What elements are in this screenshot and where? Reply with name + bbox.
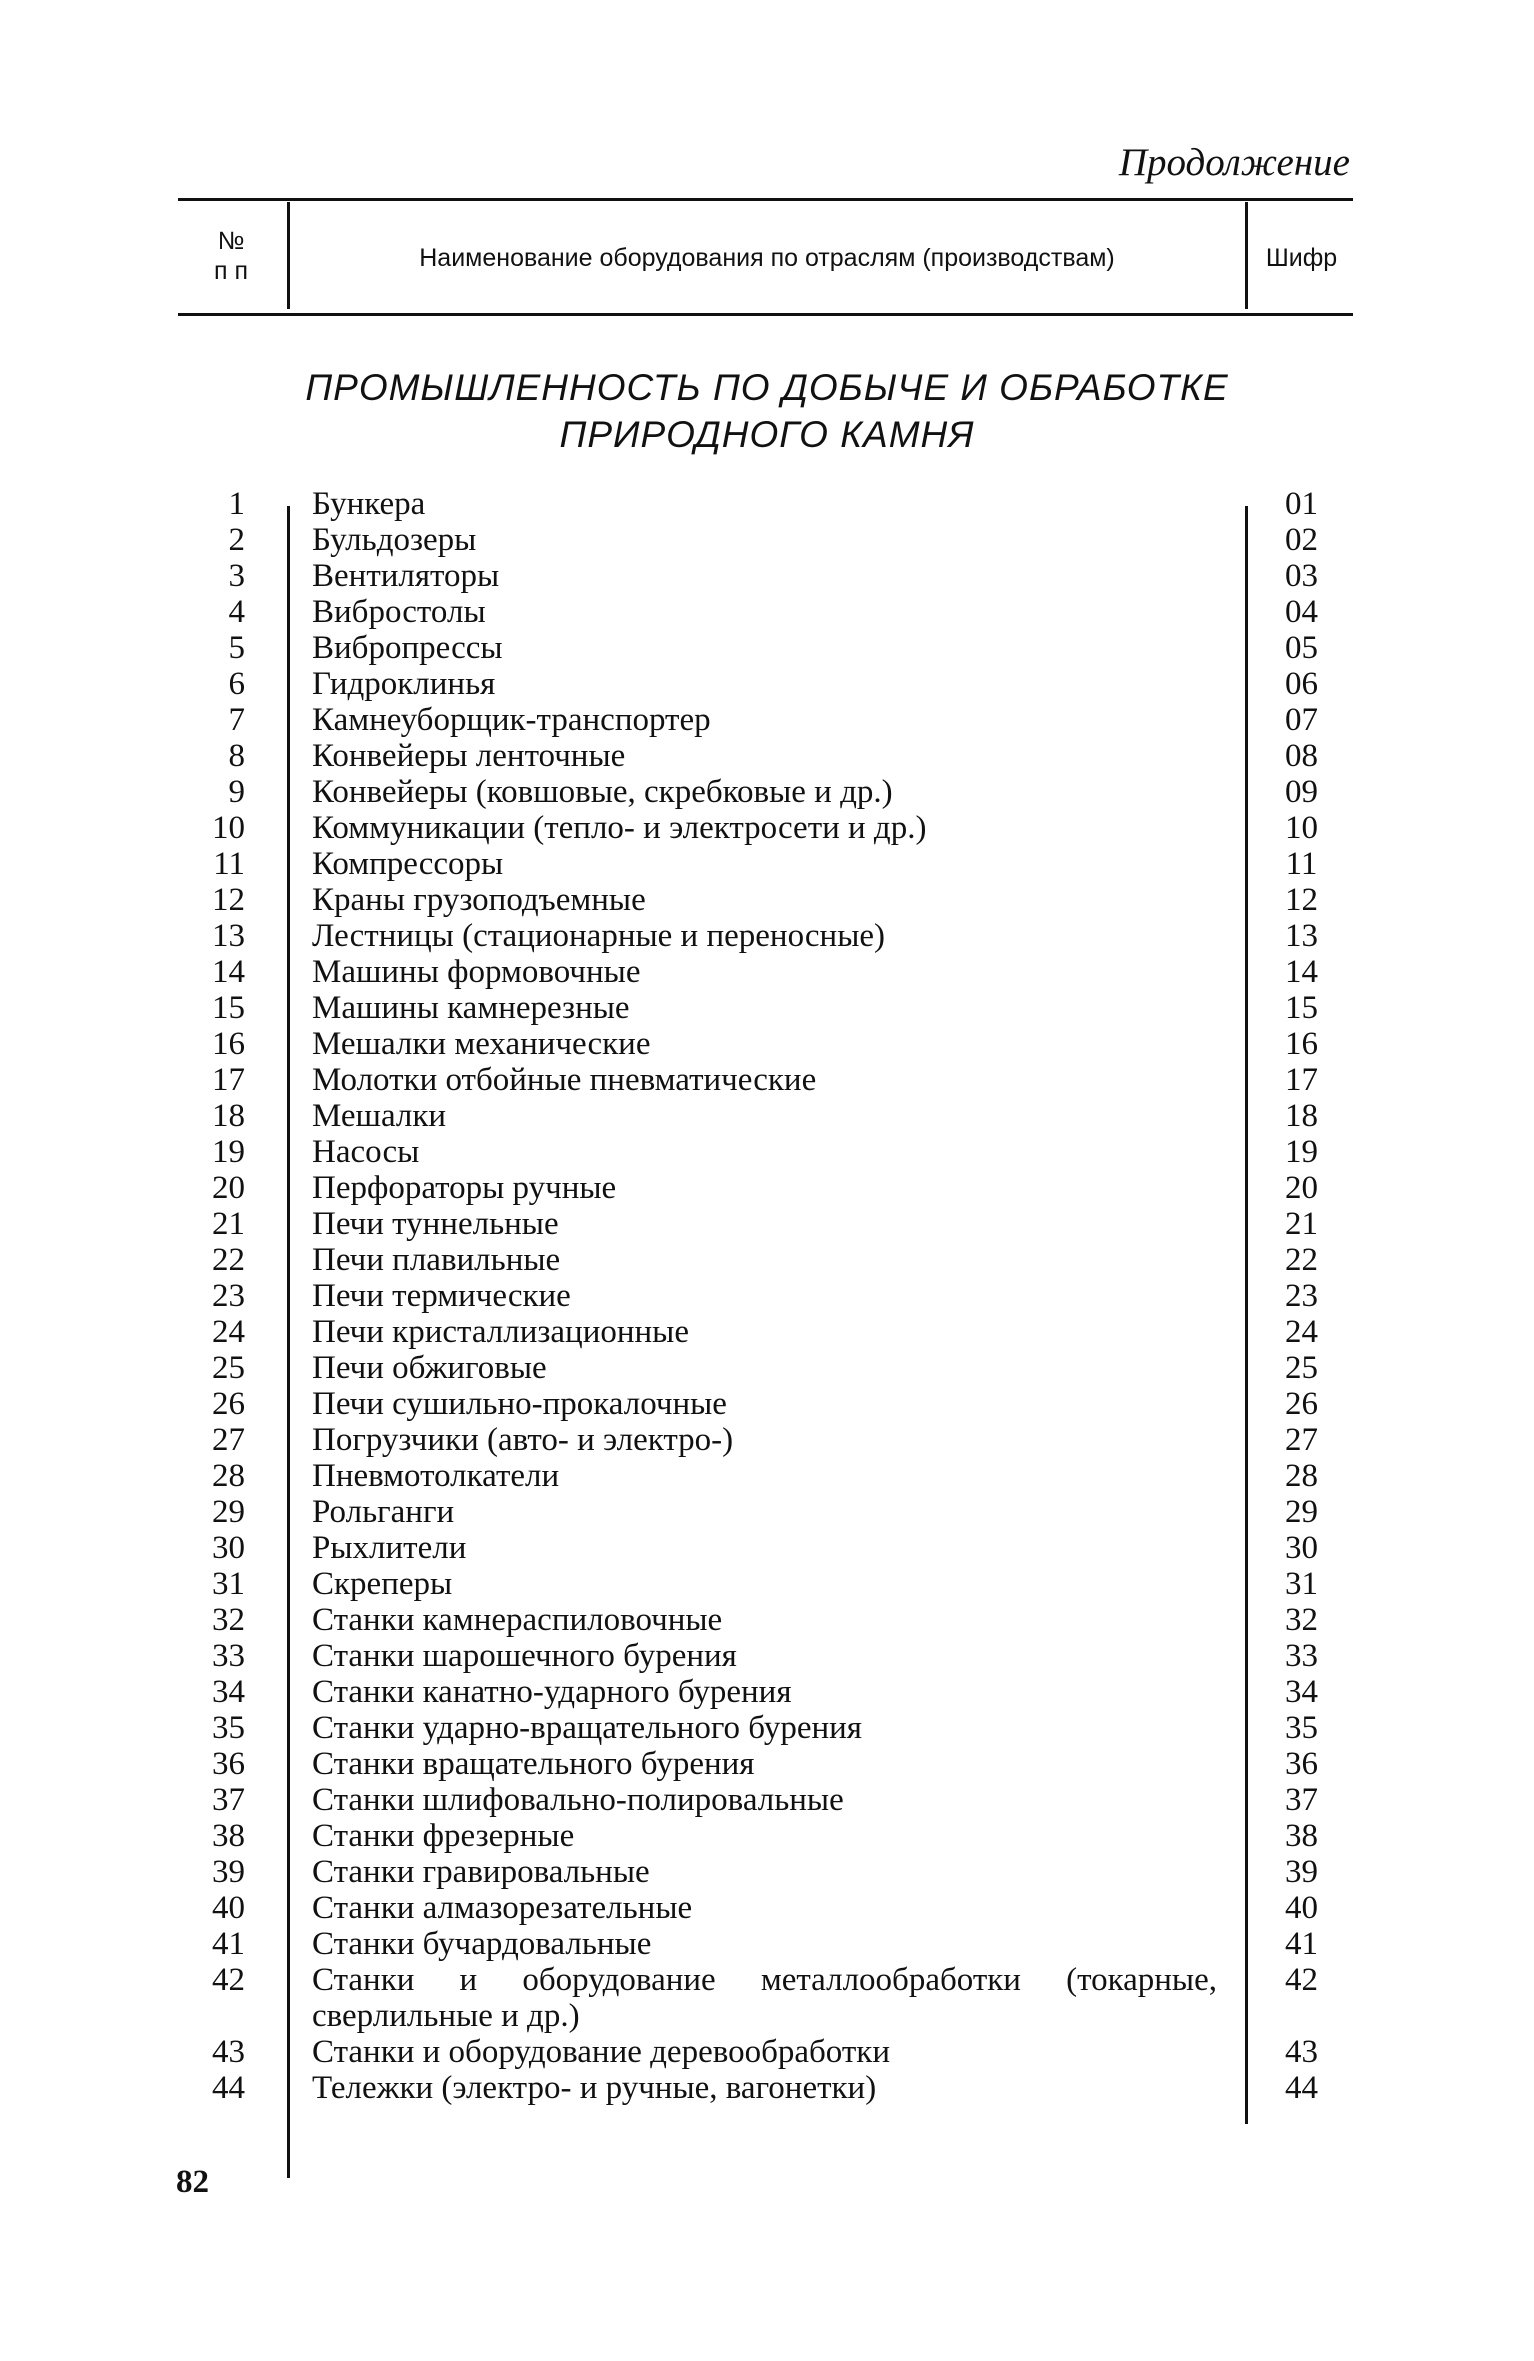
table-row [0,1386,1534,1422]
page-number: 82 [176,2164,209,2200]
row-number: 20 [212,1170,245,1206]
row-number: 17 [212,1062,245,1098]
row-number: 4 [228,594,245,630]
table-row [0,1710,1534,1746]
equipment-code: 01 [1285,486,1318,522]
equipment-code: 02 [1285,522,1318,558]
equipment-code: 24 [1285,1314,1318,1350]
table-row [0,990,1534,1026]
table-row [0,1494,1534,1530]
row-number: 9 [228,774,245,810]
table-row [0,1962,1534,2034]
equipment-code: 10 [1285,810,1318,846]
row-number: 41 [212,1926,245,1962]
table-row [0,1890,1534,1926]
equipment-code: 25 [1285,1350,1318,1386]
equipment-code: 04 [1285,594,1318,630]
row-number: 14 [212,954,245,990]
table-row [0,630,1534,666]
header-column-divider-2 [1245,202,1248,309]
table-row [0,1206,1534,1242]
row-number: 37 [212,1782,245,1818]
equipment-code: 08 [1285,738,1318,774]
header-number-sign: № [217,227,245,255]
table-row [0,2070,1534,2106]
row-number: 16 [212,1026,245,1062]
equipment-code: 40 [1285,1890,1318,1926]
equipment-name: Насосы [312,1134,420,1170]
table-row [0,558,1534,594]
equipment-code: 21 [1285,1206,1318,1242]
equipment-code: 15 [1285,990,1318,1026]
equipment-name: Коммуникации (тепло- и электросети и др.) [312,810,927,846]
equipment-name: Станки и оборудование металлообработки (токарные, сверлильные и др.) [312,1962,1217,2034]
row-number: 3 [228,558,245,594]
equipment-name: Печи сушильно-прокалочные [312,1386,727,1422]
equipment-name: Печи кристаллизационные [312,1314,690,1350]
table-row [0,486,1534,522]
table-row [0,954,1534,990]
equipment-code: 27 [1285,1422,1318,1458]
row-number: 40 [212,1890,245,1926]
equipment-code: 41 [1285,1926,1318,1962]
table-row [0,774,1534,810]
equipment-name: Печи плавильные [312,1242,561,1278]
table-row [0,1026,1534,1062]
table-row [0,1566,1534,1602]
equipment-name: Станки шарошечного бурения [312,1638,737,1674]
row-number: 21 [212,1206,245,1242]
equipment-name: Вибростолы [312,594,486,630]
table-row [0,1062,1534,1098]
row-number: 23 [212,1278,245,1314]
equipment-name: Станки гравировальные [312,1854,650,1890]
table-top-rule [178,198,1353,201]
equipment-name: Вентиляторы [312,558,500,594]
equipment-code: 36 [1285,1746,1318,1782]
table-row [0,738,1534,774]
equipment-name: Погрузчики (авто- и электро-) [312,1422,734,1458]
header-number-abbrev: п п [213,257,249,285]
equipment-code: 38 [1285,1818,1318,1854]
row-number: 15 [212,990,245,1026]
equipment-name: Компрессоры [312,846,504,882]
equipment-name: Машины камнерезные [312,990,630,1026]
equipment-code: 16 [1285,1026,1318,1062]
row-number: 33 [212,1638,245,1674]
equipment-code: 32 [1285,1602,1318,1638]
row-number: 35 [212,1710,245,1746]
table-row [0,1530,1534,1566]
equipment-code: 12 [1285,882,1318,918]
equipment-name: Скреперы [312,1566,453,1602]
table-row [0,1638,1534,1674]
row-number: 31 [212,1566,245,1602]
equipment-name: Бункера [312,486,426,522]
equipment-name: Станки и оборудование деревообработки [312,2034,890,2070]
table-row [0,1854,1534,1890]
row-number: 34 [212,1674,245,1710]
equipment-name: Печи термические [312,1278,571,1314]
equipment-name: Лестницы (стационарные и переносные) [312,918,886,954]
table-row [0,1782,1534,1818]
table-row [0,1926,1534,1962]
row-number: 27 [212,1422,245,1458]
header-number-column [178,226,284,286]
equipment-code: 19 [1285,1134,1318,1170]
equipment-code: 09 [1285,774,1318,810]
table-row [0,666,1534,702]
row-number: 12 [212,882,245,918]
equipment-name: Краны грузоподъемные [312,882,646,918]
equipment-code: 20 [1285,1170,1318,1206]
equipment-code: 28 [1285,1458,1318,1494]
table-row [0,1746,1534,1782]
row-number: 39 [212,1854,245,1890]
equipment-name: Тележки (электро- и ручные, вагонетки) [312,2070,877,2106]
table-row [0,2034,1534,2070]
table-row [0,810,1534,846]
table-row [0,1098,1534,1134]
equipment-name: Станки алмазорезательные [312,1890,693,1926]
equipment-name: Машины формовочные [312,954,641,990]
table-row [0,1674,1534,1710]
equipment-name: Станки фрезерные [312,1818,575,1854]
row-number: 38 [212,1818,245,1854]
equipment-name: Гидроклинья [312,666,496,702]
equipment-name: Станки канатно-ударного бурения [312,1674,792,1710]
row-number: 22 [212,1242,245,1278]
row-number: 6 [228,666,245,702]
equipment-code: 05 [1285,630,1318,666]
equipment-code: 43 [1285,2034,1318,2070]
equipment-code: 37 [1285,1782,1318,1818]
equipment-code: 23 [1285,1278,1318,1314]
equipment-name: Бульдозеры [312,522,477,558]
table-row [0,1278,1534,1314]
equipment-name: Станки ударно-вращательного бурения [312,1710,862,1746]
row-number: 26 [212,1386,245,1422]
row-number: 43 [212,2034,245,2070]
equipment-name: Станки бучардовальные [312,1926,652,1962]
equipment-name: Мешалки [312,1098,447,1134]
equipment-name: Печи туннельные [312,1206,559,1242]
equipment-code: 42 [1285,1962,1318,1998]
equipment-name: Перфораторы ручные [312,1170,617,1206]
table-row [0,1602,1534,1638]
table-row [0,1818,1534,1854]
section-title [292,364,1242,458]
equipment-name: Конвейеры ленточные [312,738,626,774]
section-title-line-2: ПРИРОДНОГО КАМНЯ [559,414,975,455]
row-number: 7 [228,702,245,738]
equipment-table-body [0,486,1534,2106]
row-number: 11 [213,846,245,882]
row-number: 19 [212,1134,245,1170]
continuation-label: Продолжение [1118,141,1350,184]
row-number: 28 [212,1458,245,1494]
table-row [0,1170,1534,1206]
equipment-name: Рыхлители [312,1530,467,1566]
header-column-divider-1 [287,202,290,309]
header-code-column: Шифр [1265,244,1338,272]
table-row [0,846,1534,882]
equipment-code: 17 [1285,1062,1318,1098]
row-number: 1 [228,486,245,522]
row-number: 10 [212,810,245,846]
row-number: 24 [212,1314,245,1350]
row-number: 32 [212,1602,245,1638]
row-number: 8 [228,738,245,774]
equipment-code: 34 [1285,1674,1318,1710]
row-number: 25 [212,1350,245,1386]
equipment-code: 26 [1285,1386,1318,1422]
row-number: 18 [212,1098,245,1134]
section-title-line-1: ПРОМЫШЛЕННОСТЬ ПО ДОБЫЧЕ И ОБРАБОТКЕ [305,367,1229,408]
equipment-name: Печи обжиговые [312,1350,547,1386]
equipment-code: 31 [1285,1566,1318,1602]
table-row [0,1242,1534,1278]
equipment-code: 18 [1285,1098,1318,1134]
equipment-name: Рольганги [312,1494,455,1530]
row-number: 44 [212,2070,245,2106]
equipment-code: 03 [1285,558,1318,594]
equipment-code: 14 [1285,954,1318,990]
table-header-bottom-rule [178,313,1353,316]
table-row [0,1350,1534,1386]
equipment-code: 07 [1285,702,1318,738]
equipment-code: 39 [1285,1854,1318,1890]
equipment-name: Вибропрессы [312,630,503,666]
equipment-name: Станки шлифовально-полировальные [312,1782,844,1818]
equipment-name: Конвейеры (ковшовые, скребковые и др.) [312,774,893,810]
equipment-code: 13 [1285,918,1318,954]
row-number: 36 [212,1746,245,1782]
row-number: 30 [212,1530,245,1566]
equipment-code: 29 [1285,1494,1318,1530]
equipment-name: Мешалки механические [312,1026,651,1062]
table-row [0,1422,1534,1458]
table-row [0,522,1534,558]
equipment-code: 35 [1285,1710,1318,1746]
header-name-column: Наименование оборудования по отраслям (производствам) [419,244,1115,272]
equipment-code: 44 [1285,2070,1318,2106]
equipment-name: Молотки отбойные пневматические [312,1062,817,1098]
table-row [0,882,1534,918]
equipment-name: Станки камнераспиловочные [312,1602,723,1638]
table-row [0,918,1534,954]
equipment-code: 22 [1285,1242,1318,1278]
row-number: 5 [228,630,245,666]
equipment-code: 06 [1285,666,1318,702]
table-row [0,1458,1534,1494]
row-number: 2 [228,522,245,558]
table-row [0,1314,1534,1350]
table-row [0,702,1534,738]
equipment-name: Станки вращательного бурения [312,1746,755,1782]
table-row [0,594,1534,630]
table-row [0,1134,1534,1170]
equipment-code: 33 [1285,1638,1318,1674]
equipment-code: 30 [1285,1530,1318,1566]
row-number: 42 [212,1962,245,1998]
row-number: 29 [212,1494,245,1530]
equipment-code: 11 [1285,846,1318,882]
equipment-name: Пневмотолкатели [312,1458,560,1494]
equipment-name: Камнеуборщик-транспортер [312,702,711,738]
row-number: 13 [212,918,245,954]
